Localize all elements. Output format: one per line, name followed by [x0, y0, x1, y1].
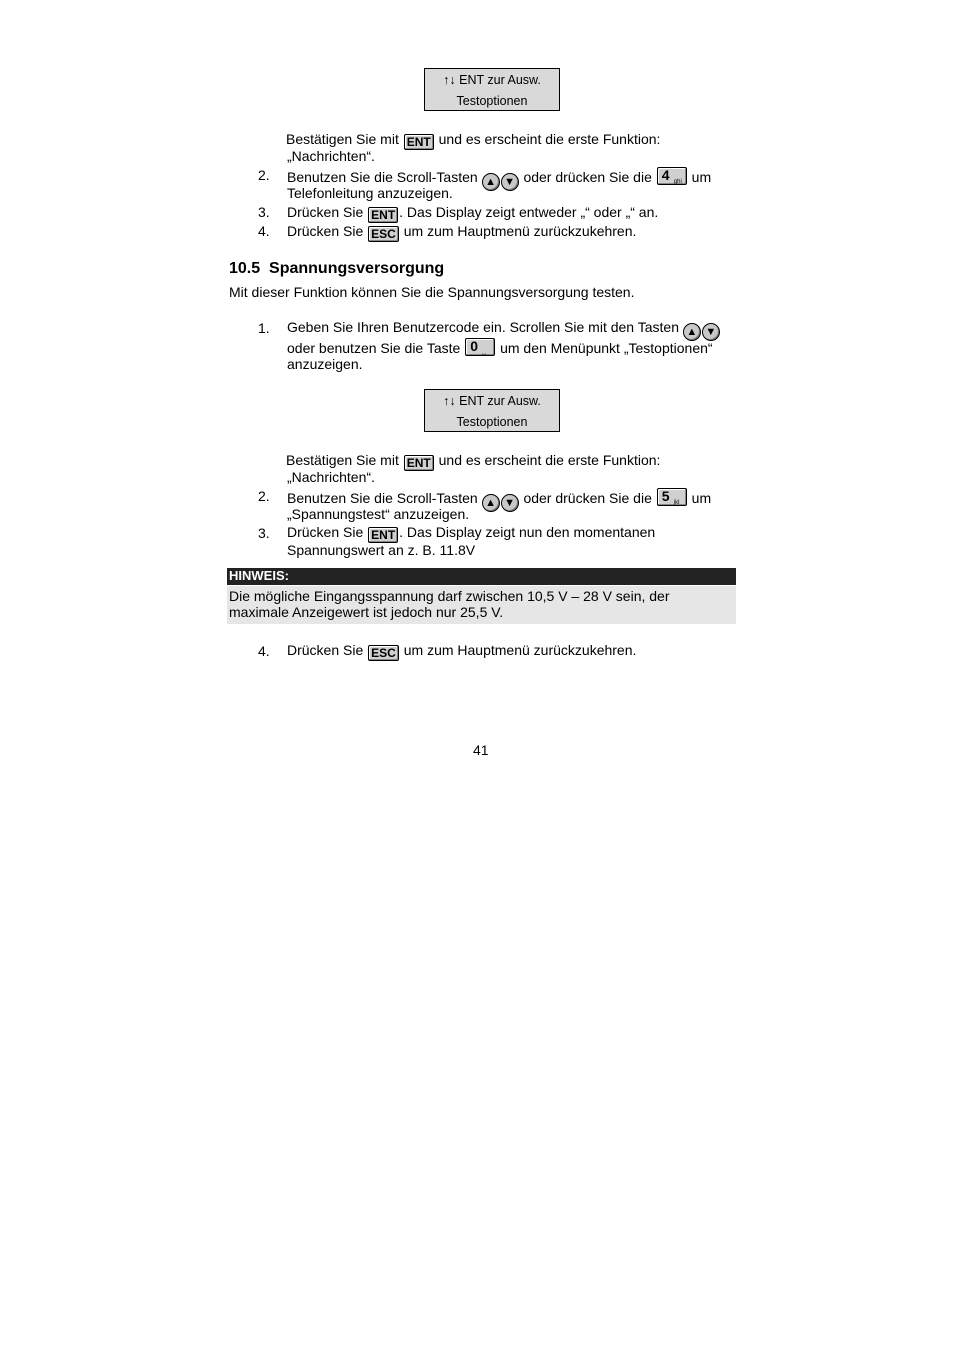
text: um	[691, 490, 712, 506]
key-5-icon	[657, 488, 687, 506]
text: oder drücken Sie die	[523, 490, 652, 506]
text: . Das Display zeigt nun den momentanen	[399, 524, 656, 540]
step-2-line-2: Telefonleitung anzuzeigen.	[287, 185, 453, 201]
esc-key-icon: ESC	[368, 645, 399, 661]
step-number: 4.	[258, 643, 270, 659]
note-line-2: maximale Anzeigewert ist jedoch nur 25,5 V.	[229, 604, 504, 620]
lcd-line-2: Testoptionen	[456, 415, 528, 429]
lcd-line-1: ↑↓ ENT zur Ausw.	[443, 73, 541, 87]
step-number: 3.	[258, 204, 270, 220]
note-label: HINWEIS:	[227, 568, 736, 585]
lcd-line-1: ↑↓ ENT zur Ausw.	[443, 394, 541, 408]
step-3-line	[287, 524, 655, 543]
key-digit: 4	[661, 167, 670, 183]
text: Drücken Sie	[287, 223, 364, 239]
step-4-line	[287, 642, 636, 661]
key-4-icon	[657, 167, 687, 185]
step-4-line	[287, 223, 636, 242]
key-0-icon	[465, 338, 495, 356]
esc-key-icon: ESC	[368, 226, 399, 242]
section-heading	[229, 260, 444, 278]
step-1-line-2	[287, 338, 713, 357]
confirm-line-2: „Nachrichten“.	[287, 148, 375, 164]
step-2-line-2: „Spannungstest“ anzuzeigen.	[287, 506, 470, 522]
arrow-down-icon: ▼	[501, 173, 519, 191]
step-3-line-2: Spannungswert an z. B. 11.8V	[287, 542, 476, 558]
arrow-up-icon: ▲	[482, 173, 500, 191]
arrow-down-icon: ▼	[702, 323, 720, 341]
step-number: 2.	[258, 488, 270, 504]
key-digit: 0	[470, 338, 478, 354]
text: Benutzen Sie die Scroll-Tasten	[287, 490, 478, 506]
text: um den Menüpunkt „Testoptionen“	[500, 340, 713, 356]
arrow-down-icon: ▼	[501, 494, 519, 512]
text: Bestätigen Sie mit	[286, 452, 399, 468]
text: und es erscheint die erste Funktion:	[438, 452, 661, 468]
page-number: 41	[473, 742, 489, 758]
arrow-up-icon: ▲	[683, 323, 701, 341]
key-sub: ␣	[482, 350, 487, 356]
text: . Das Display zeigt entweder „“ oder „“ an.	[399, 204, 659, 220]
arrow-up-icon: ▲	[482, 494, 500, 512]
step-3-line	[287, 204, 658, 223]
ent-key-icon: ENT	[404, 134, 434, 150]
key-sub: jkl	[673, 500, 680, 506]
section-number: 10.5	[229, 260, 261, 277]
text: um zum Hauptmenü zurückzukehren.	[403, 642, 637, 658]
section-title: Spannungsversorgung	[269, 260, 445, 277]
text: Drücken Sie	[287, 642, 364, 658]
key-sub: ghi	[673, 179, 682, 185]
note-line-1: Die mögliche Eingangsspannung darf zwischen 10,5 V – 28 V sein, der	[229, 588, 670, 604]
text: Bestätigen Sie mit	[286, 131, 399, 147]
text: um zum Hauptmenü zurückzukehren.	[403, 223, 637, 239]
section-intro: Mit dieser Funktion können Sie die Spannungsversorgung testen.	[229, 284, 635, 300]
step-1-line-3: anzuzeigen.	[287, 356, 363, 372]
ent-key-icon: ENT	[368, 527, 398, 543]
step-number: 3.	[258, 525, 270, 541]
step-number: 2.	[258, 167, 270, 183]
lcd-line-2: Testoptionen	[456, 94, 528, 108]
text: Geben Sie Ihren Benutzercode ein. Scrollen Sie mit den Tasten	[287, 319, 679, 335]
step-number: 4.	[258, 223, 270, 239]
text: Benutzen Sie die Scroll-Tasten	[287, 169, 478, 185]
lcd-display	[424, 68, 560, 111]
text: oder benutzen Sie die Taste	[287, 340, 461, 356]
confirm-line-2: „Nachrichten“.	[287, 469, 375, 485]
step-number: 1.	[258, 320, 270, 336]
note-body	[227, 586, 736, 624]
ent-key-icon: ENT	[368, 207, 398, 223]
text: oder drücken Sie die	[523, 169, 652, 185]
text: Drücken Sie	[287, 524, 364, 540]
ent-key-icon: ENT	[404, 455, 434, 471]
text: Drücken Sie	[287, 204, 364, 220]
text: und es erscheint die erste Funktion:	[438, 131, 661, 147]
key-digit: 5	[661, 488, 670, 504]
lcd-display	[424, 389, 560, 432]
text: um	[691, 169, 712, 185]
